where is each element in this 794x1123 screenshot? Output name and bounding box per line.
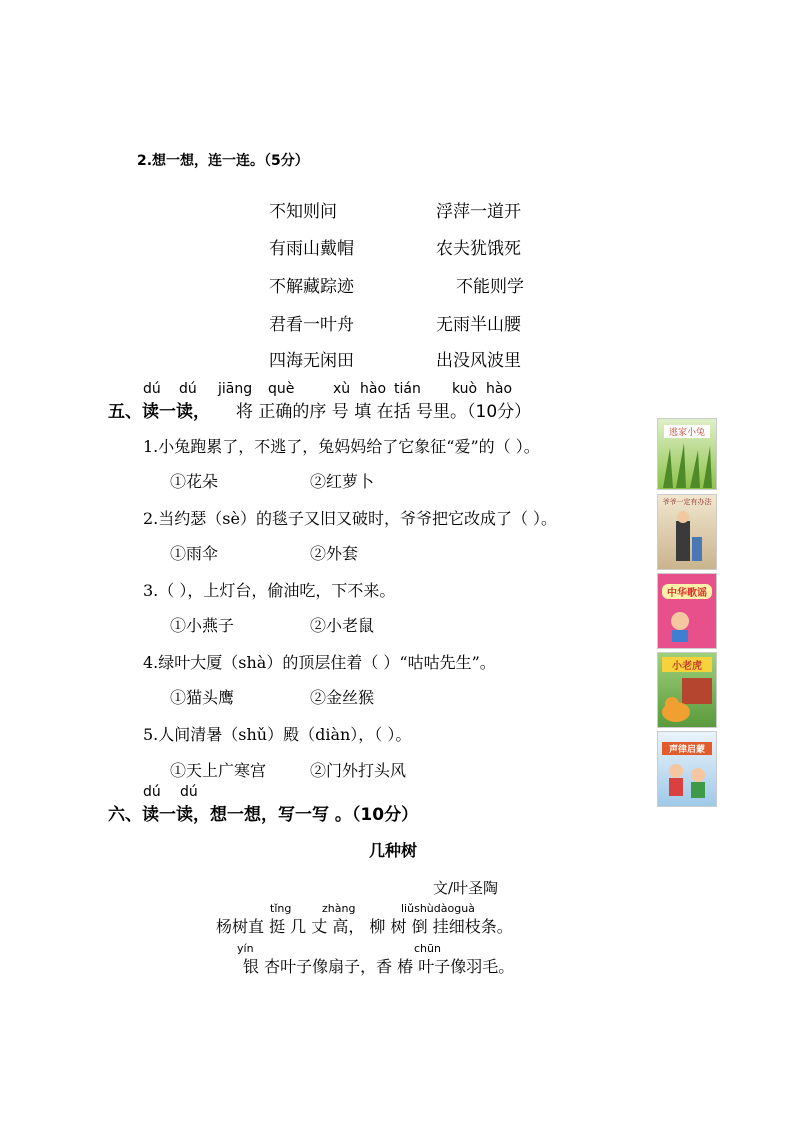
q2-option-1: ①雨伞 (170, 544, 219, 563)
q2-option-2: ②外套 (310, 544, 359, 563)
question-2: 2.当约瑟（sè）的毯子又旧又破时，爷爷把它改成了（ ）。 (143, 509, 558, 528)
pinyin-yin: yín (237, 942, 254, 955)
pinyin-du-4: dú (180, 784, 198, 800)
pinyin-tian: tián (394, 381, 421, 397)
pinyin-hao-1: hào (360, 381, 387, 397)
pinyin-zhang: zhàng (322, 902, 356, 915)
q1-option-1: ①花朵 (170, 472, 219, 491)
section6-title: 六、读一读，想一想，写一写 。（10分） (108, 805, 419, 825)
match-right-2: 农夫犹饿死 (436, 239, 521, 259)
match-right-5: 出没风波里 (436, 351, 521, 371)
match-left-3: 不解藏踪迹 (269, 277, 354, 297)
pinyin-xu: xù (333, 381, 351, 397)
section5-title-a: 五、读一读， (108, 402, 210, 422)
q3-option-1: ①小燕子 (170, 616, 235, 635)
book-cover-1 (657, 418, 717, 490)
match-right-1: 浮萍一道开 (436, 202, 521, 222)
question-3: 3.（ ），上灯台，偷油吃，下不来。 (143, 581, 396, 600)
question-4: 4.绿叶大厦（shà）的顶层住着（ ）“咕咕先生”。 (143, 653, 496, 672)
q4-option-2: ②金丝猴 (310, 688, 375, 707)
match-right-3: 不能则学 (456, 277, 524, 297)
match-left-2: 有雨山戴帽 (269, 239, 354, 259)
pinyin-du-2: dú (179, 381, 197, 397)
pinyin-liushudaogua: liǔshùdàoguà (401, 902, 475, 915)
kid-illustration (658, 599, 716, 643)
question-5: 5.人间清暑（shǔ）殿（diàn），（ ）。 (143, 725, 412, 744)
book-cover-5-title: 声律启蒙 (662, 742, 712, 755)
pinyin-kuo: kuò (452, 381, 478, 397)
question-1: 1.小兔跑累了，不逃了，兔妈妈给了它象征“爱”的（ ）。 (143, 437, 540, 456)
book-cover-5 (657, 731, 717, 807)
match-left-1: 不知则问 (269, 202, 337, 222)
pinyin-que: què (268, 381, 295, 397)
match-left-4: 君看一叶舟 (269, 315, 354, 335)
poem-line-2: 银 杏叶子像扇子，香 椿 叶子像羽毛。 (243, 957, 515, 976)
q1-option-2: ②红萝卜 (310, 472, 375, 491)
poem-author: 文/叶圣陶 (433, 879, 499, 897)
poem-title: 几种树 (369, 841, 418, 860)
children-illustration (658, 755, 716, 807)
q5-option-1: ①天上广寒宫 (170, 761, 267, 780)
pinyin-du-1: dú (143, 381, 161, 397)
book-cover-3-title: 中华歌谣 (662, 584, 712, 599)
q3-option-2: ②小老鼠 (310, 616, 375, 635)
book-cover-2 (657, 494, 717, 570)
book-cover-3 (657, 573, 717, 649)
pinyin-chun: chūn (414, 942, 441, 955)
grass-illustration (658, 438, 716, 488)
poem-line-1: 杨树直 挺 几 丈 高， 柳 树 倒 挂细枝条。 (216, 917, 513, 936)
book-cover-4 (657, 652, 717, 728)
tiger-illustration (658, 672, 716, 728)
match-right-4: 无雨半山腰 (436, 315, 521, 335)
q2-title: 2.想一想，连一连。（5分） (137, 153, 309, 169)
pinyin-jiang: jiāng (218, 381, 253, 397)
book-cover-1-title: 逃家小兔 (664, 425, 710, 438)
pinyin-hao-2: hào (486, 381, 513, 397)
q5-option-2: ②门外打头风 (310, 761, 407, 780)
section5-title-b: 将 正确的序 号 填 在括 号里。（10分） (236, 402, 532, 422)
grandpa-illustration (658, 507, 716, 569)
book-cover-2-title: 爷爷一定有办法 (662, 498, 712, 506)
q4-option-1: ①猫头鹰 (170, 688, 235, 707)
match-left-5: 四海无闲田 (269, 351, 354, 371)
book-cover-4-title: 小老虎 (662, 657, 712, 672)
pinyin-ting: tǐng (270, 902, 292, 915)
pinyin-du-3: dú (143, 784, 161, 800)
